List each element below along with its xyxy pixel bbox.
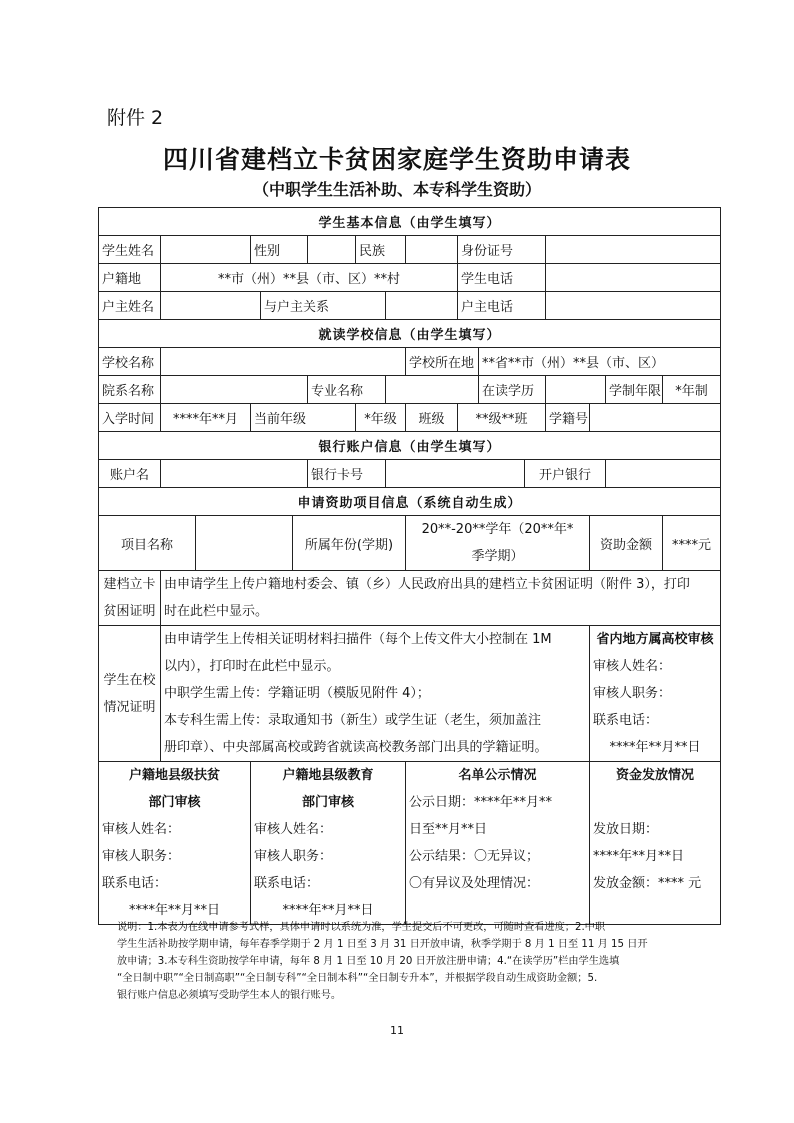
poverty-dept-contact[interactable]: 联系电话： [102,876,168,891]
enroll-time-value[interactable]: ****年**月 [161,404,251,432]
education-field[interactable] [546,376,606,404]
section-row-student-basic [99,208,721,236]
publicity-date-line1[interactable]: 公示日期：****年**月** [409,795,553,810]
publicity-title: 名单公示情况 [458,768,537,783]
student-phone-field[interactable] [546,264,721,292]
row-department [99,376,721,404]
householder-name-field[interactable] [161,292,261,320]
edu-dept-title-line2: 部门审核 [301,795,354,810]
gender-label: 性别 [251,236,308,264]
section-row-aid [99,488,721,516]
poverty-cert-content[interactable] [161,571,721,626]
notes-line: 银行账户信息必须填写受助学生本人的银行账号。 [117,990,342,1001]
relation-label: 与户主关系 [261,292,386,320]
bank-name-label: 开户银行 [525,460,606,488]
school-cert-line: 本专科生需上传：录取通知书（新生）或学生证（老生，须加盖注 [164,713,542,728]
payment-date-label[interactable]: 发放日期： [593,822,659,837]
relation-field[interactable] [386,292,458,320]
aid-amount-label: 资助金额 [590,516,663,571]
school-cert-label [99,626,161,762]
aid-year-value[interactable] [406,516,590,571]
form-title: 四川省建档立卡贫困家庭学生资助申请表 [162,145,631,174]
section-header-school: 就读学校信息（由学生填写） [99,320,721,348]
id-number-field[interactable] [546,236,721,264]
school-cert-label-line2: 情况证明 [103,699,156,715]
payment-spacer [593,789,717,816]
payment-amount[interactable]: 发放金额：**** 元 [593,876,702,891]
duration-value[interactable]: *年制 [663,376,721,404]
poverty-cert-label-line1: 建档立卡 [103,577,156,592]
account-name-field[interactable] [161,460,308,488]
edu-dept-review [251,762,406,925]
payment-box [590,762,721,925]
publicity-result[interactable]: 公示结果：〇无异议； [409,849,540,864]
poverty-cert-label-line2: 贫困证明 [103,604,156,619]
row-school-name [99,348,721,376]
aid-year-value-line1: 20**-20**学年（20**年* [421,522,574,537]
notes-line: 说明：1.本表为在线申请参考式样，具体申请时以系统为准，学生提交后不可更改，可随时查看进度；2.中职 [117,922,606,933]
householder-phone-label: 户主电话 [458,292,546,320]
school-cert-line: 由申请学生上传相关证明材料扫描件（每个上传文件大小控制在 1M [164,632,552,647]
department-label: 院系名称 [99,376,161,404]
aid-year-label: 所属年份(学期) [293,516,406,571]
poverty-dept-reviewer-title[interactable]: 审核人职务： [102,849,181,864]
publicity-box [406,762,590,925]
school-location-label: 学校所在地 [406,348,479,376]
card-number-field[interactable] [386,460,525,488]
poverty-cert-label [99,571,161,626]
major-field[interactable] [386,376,479,404]
section-row-school [99,320,721,348]
account-name-label: 账户名 [99,460,161,488]
poverty-dept-reviewer-name[interactable]: 审核人姓名： [102,822,181,837]
notes-line: 放申请；3.本专科生资助按学年申请，每年 8 月 1 日至 10 月 20 日开放注册申请；4.“在读学历”栏由学生选填 [117,956,620,967]
university-contact[interactable]: 联系电话： [593,713,659,728]
aid-year-value-line2: 季学期） [471,549,524,564]
edu-dept-contact[interactable]: 联系电话： [254,876,320,891]
gender-field[interactable] [308,236,356,264]
class-label: 班级 [406,404,458,432]
student-no-label: 学籍号 [546,404,590,432]
school-cert-line: 中职学生需上传：学籍证明（模版见附件 4）； [164,686,430,701]
bank-name-field[interactable] [606,460,721,488]
university-reviewer-title[interactable]: 审核人职务： [593,686,672,701]
class-value[interactable]: **级**班 [458,404,546,432]
poverty-dept-title-line2: 部门审核 [148,795,201,810]
edu-dept-reviewer-name[interactable]: 审核人姓名： [254,822,333,837]
university-review-date[interactable]: ****年**月**日 [609,740,701,755]
school-cert-line: 以内），打印时在此栏中显示。 [164,659,340,674]
page-number: 11 [390,1024,404,1037]
row-bank [99,460,721,488]
university-reviewer-name[interactable]: 审核人姓名： [593,659,672,674]
school-name-field[interactable] [161,348,406,376]
id-number-label: 身份证号 [458,236,546,264]
current-grade-value[interactable]: *年级 [356,404,406,432]
notes-block [117,919,711,1004]
householder-name-label: 户主姓名 [99,292,161,320]
ethnicity-field[interactable] [406,236,458,264]
poverty-dept-date[interactable]: ****年**月**日 [128,903,220,918]
poverty-cert-text-line2: 时在此栏中显示。 [164,604,269,619]
duration-label: 学制年限 [606,376,663,404]
student-name-label: 学生姓名 [99,236,161,264]
row-review-blocks [99,762,721,925]
householder-phone-field[interactable] [546,292,721,320]
poverty-cert-text-line1: 由申请学生上传户籍地村委会、镇（乡）人民政府出具的建档立卡贫困证明（附件 3），打印 [164,577,690,592]
aid-amount-value: ****元 [663,516,721,571]
current-grade-label: 当前年级 [251,404,356,432]
edu-dept-date[interactable]: ****年**月**日 [282,903,374,918]
school-name-label: 学校名称 [99,348,161,376]
application-form-table [98,207,721,925]
publicity-date-line2[interactable]: 日至**月**日 [409,822,488,837]
school-cert-line: 册印章）、中央部属高校或跨省就读高校教务部门出具的学籍证明。 [164,740,548,755]
notes-line: 学生生活补助按学期申请，每年春季学期于 2 月 1 日至 3 月 31 日开放申请，秋季学期于 8 月 1 日至 11 月 15 日开 [117,939,648,950]
major-label: 专业名称 [308,376,386,404]
household-value[interactable]: **市（州）**县（市、区）**村 [161,264,458,292]
school-location-value[interactable]: **省**市（州）**县（市、区） [479,348,721,376]
row-aid-project [99,516,721,571]
student-phone-label: 学生电话 [458,264,546,292]
university-review-box [590,626,721,762]
row-householder [99,292,721,320]
card-number-label: 银行卡号 [308,460,386,488]
enroll-time-label: 入学时间 [99,404,161,432]
publicity-objection[interactable]: 〇有异议及处理情况： [409,876,540,891]
row-school-certificate [99,626,721,762]
payment-date-value[interactable]: ****年**月**日 [593,849,685,864]
section-header-bank: 银行账户信息（由学生填写） [99,432,721,460]
edu-dept-title-line1: 户籍地县级教育 [282,768,374,783]
school-cert-label-line1: 学生在校 [103,672,156,688]
row-poverty-certificate [99,571,721,626]
project-name-label: 项目名称 [99,516,196,571]
payment-title: 资金发放情况 [616,768,695,783]
department-field[interactable] [161,376,308,404]
poverty-dept-title-line1: 户籍地县级扶贫 [128,768,220,783]
row-household [99,264,721,292]
student-no-field[interactable] [590,404,721,432]
row-student-name [99,236,721,264]
form-subtitle: （中职学生生活补助、本专科学生资助） [252,180,541,199]
notes-line: “全日制中职”“全日制高职”“全日制专科”“全日制本科”“全日制专升本”，并根据学段自动生成资助金额；5. [117,973,598,984]
section-header-aid: 申请资助项目信息（系统自动生成） [99,488,721,516]
ethnicity-label: 民族 [356,236,406,264]
section-header-student-basic: 学生基本信息（由学生填写） [99,208,721,236]
household-label: 户籍地 [99,264,161,292]
project-name-field[interactable] [196,516,293,571]
row-enrollment [99,404,721,432]
university-review-title: 省内地方属高校审核 [596,632,714,647]
poverty-dept-review [99,762,251,925]
student-name-field[interactable] [161,236,251,264]
attachment-label: 附件 2 [107,107,164,129]
education-label: 在读学历 [479,376,546,404]
section-row-bank [99,432,721,460]
edu-dept-reviewer-title[interactable]: 审核人职务： [254,849,333,864]
school-cert-content[interactable] [161,626,590,762]
